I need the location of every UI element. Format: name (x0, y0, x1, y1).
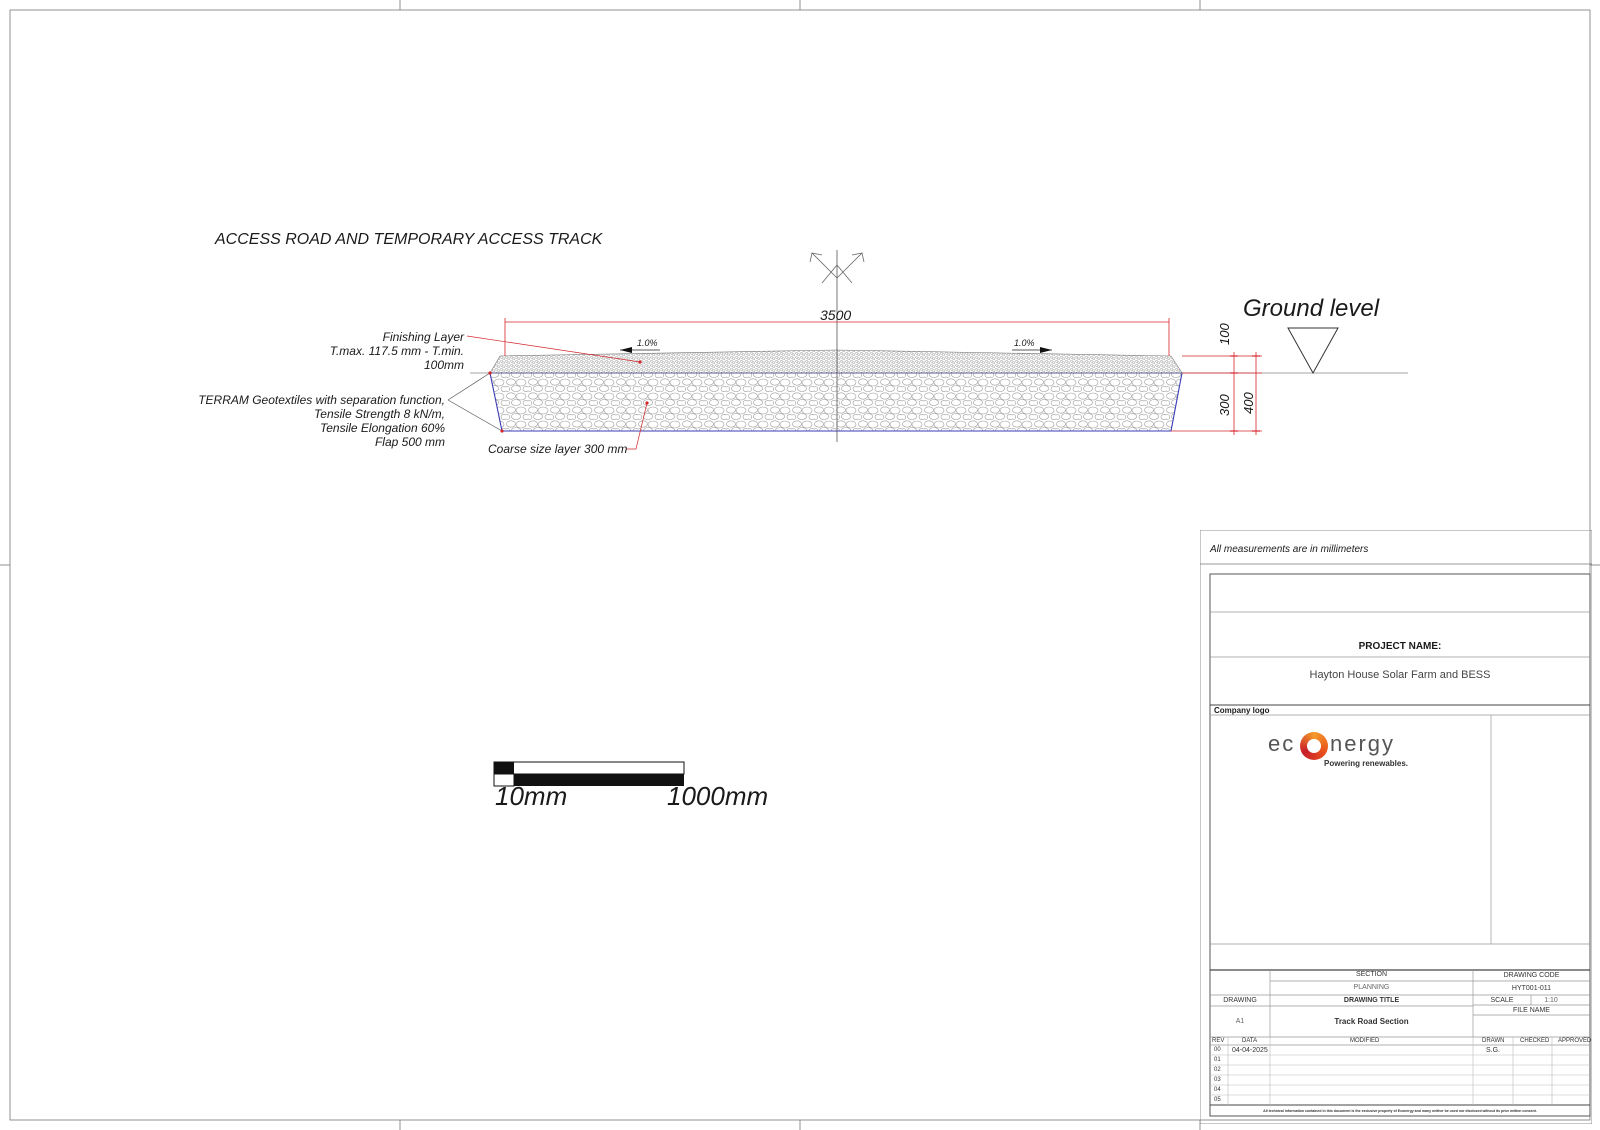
dim-400-label: 400 (1241, 392, 1256, 414)
geotextile-label: TERRAM Geotextiles with separation function, Tensile Strength 8 kN/m, Tensile Elongation 60% Flap 500 mm (198, 393, 445, 449)
company-logo-label: Company logo (1214, 706, 1270, 715)
scale-bar-left-label: 10mm (495, 781, 568, 811)
rev-row-1-rev: 01 (1214, 1057, 1221, 1063)
logo-ring-icon (1300, 732, 1328, 760)
ground-level-symbol (1288, 328, 1338, 373)
width-dimension-label: 3500 (820, 307, 852, 323)
slope-right-label: 1.0% (1014, 338, 1035, 348)
drawing-code-label: DRAWING CODE (1503, 972, 1560, 979)
drawing-code-value: HYT001-011 (1511, 985, 1552, 992)
rev-header-approved: APPROVED (1558, 1038, 1592, 1044)
dim-300-label: 300 (1217, 394, 1232, 416)
drawing-size-value: A1 (1235, 1018, 1245, 1025)
drawing-title-value: Track Road Section (1334, 1017, 1409, 1026)
finishing-layer-label: Finishing Layer T.max. 117.5 mm - T.min. 100mm (329, 330, 464, 372)
project-name-label: PROJECT NAME: (1358, 641, 1442, 652)
scale-value: 1:10 (1544, 997, 1558, 1004)
logo-text-right: nergy (1330, 731, 1396, 756)
rev-row-4-rev: 04 (1214, 1087, 1221, 1093)
ground-level-label: Ground level (1243, 295, 1380, 322)
slope-left-label: 1.0% (637, 338, 658, 348)
logo-text-left: ec (1268, 731, 1296, 756)
drawing-title-label: DRAWING TITLE (1343, 997, 1400, 1004)
title-block-frame (1200, 530, 1592, 1124)
rev-header-date: DATA (1242, 1038, 1258, 1044)
finishing-layer (490, 350, 1182, 373)
measurements-note: All measurements are in millimeters (1210, 544, 1369, 555)
rev-row-0-rev: 00 (1214, 1047, 1221, 1053)
rev-row-5-rev: 05 (1214, 1097, 1221, 1103)
coarse-layer (490, 373, 1182, 431)
dim-100-label: 100 (1217, 323, 1232, 345)
rev-header-checked: CHECKED (1520, 1038, 1550, 1044)
rev-header-modified: MODIFIED (1350, 1038, 1380, 1044)
scale-bar-right-label: 1000mm (667, 781, 769, 811)
rev-row-2-rev: 02 (1214, 1067, 1221, 1073)
drawing-title: ACCESS ROAD AND TEMPORARY ACCESS TRACK (215, 231, 603, 248)
section-value: PLANNING (1353, 984, 1390, 991)
scale-bar (494, 762, 684, 774)
rev-row-0-drawn: S.G. (1486, 1047, 1501, 1054)
title-block (1200, 530, 1592, 1124)
file-name-label: FILE NAME (1513, 1007, 1550, 1014)
project-name-value: Hayton House Solar Farm and BESS (1309, 669, 1491, 681)
coarse-layer-label: Coarse size layer 300 mm (488, 442, 628, 456)
section-label: SECTION (1355, 971, 1388, 978)
logo-tagline: Powering renewables. (1324, 759, 1409, 768)
rev-row-0-date: 04-04-2025 (1232, 1047, 1268, 1054)
rev-header-drawn: DRAWN (1482, 1038, 1505, 1044)
rev-row-3-rev: 03 (1214, 1077, 1221, 1083)
rev-header-rev: REV (1212, 1038, 1225, 1044)
scale-label: SCALE (1490, 997, 1514, 1004)
drawing-label: DRAWING (1223, 997, 1257, 1004)
disclaimer: All technical information contained in this document is the exclusive property of Econergy and many neither be used nor disclosed without its prior written consent. (1263, 1109, 1537, 1113)
econergy-logo (1268, 731, 1458, 776)
